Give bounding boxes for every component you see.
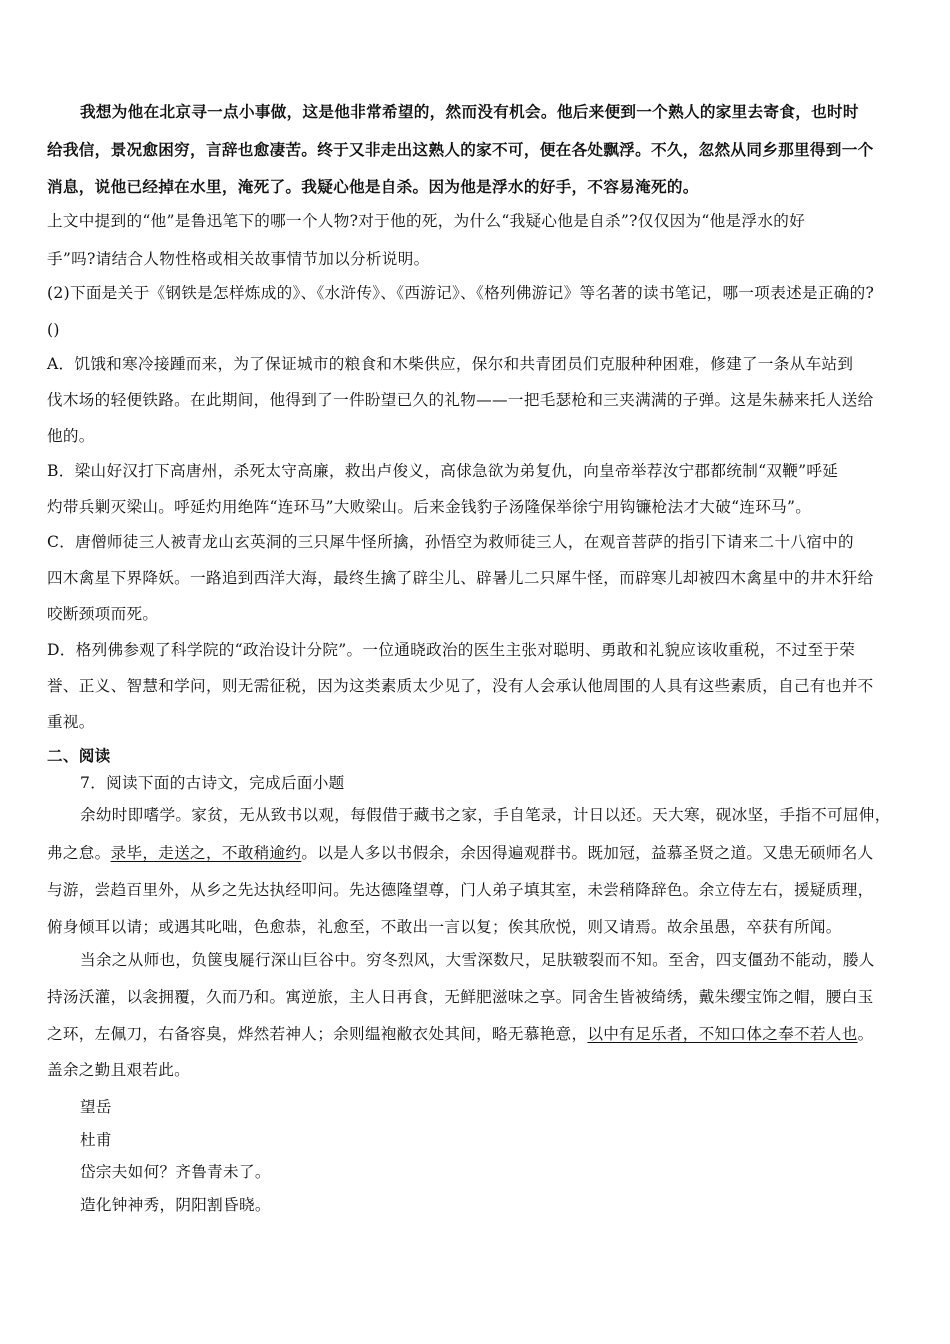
classical-text-line: 当余之从师也，负箧曳屣行深山巨谷中。穷冬烈风，大雪深数尺，足肤皲裂而不知。至舍，四支僵劲不能动，媵人 (80, 951, 875, 969)
section-heading: 二、阅读 (47, 746, 111, 765)
classical-text-line: 盖余之勤且艰若此。 (47, 1061, 191, 1079)
option-b-line: 灼带兵剿灭梁山。呼延灼用绝阵“连环马”大败梁山。后来金钱豹子汤隆保举徐宁用钩镰枪法才大破“连环马”。 (47, 498, 812, 516)
passage-line: 消息，说他已经掉在水里，淹死了。我疑心他是自杀。因为他是浮水的好手，不容易淹死的。 (47, 177, 699, 196)
option-d-line: D．格列佛参观了科学院的“政治设计分院”。一位通晓政治的医生主张对聪明、勇敢和礼貌应该收重税，不过至于荣 (47, 641, 856, 659)
option-a-line: 他的。 (47, 427, 95, 445)
text-segment: 。以是人多以书假余，余因得遍观群书。既加冠，益慕圣贤之道。又患无硕师名人 (301, 844, 874, 862)
underlined-sentence: 录毕，走送之，不敢稍逾约 (110, 844, 302, 862)
text-segment: 。 (857, 1025, 874, 1043)
question-line: () (47, 321, 60, 339)
poem-line: 造化钟神秀，阴阳割昏晓。 (80, 1196, 271, 1214)
option-a-line: A．饥饿和寒冷接踵而来，为了保证城市的粮食和木柴供应，保尔和共青团员们克服种种困难，修建了一条从车站到 (47, 355, 854, 373)
text-segment: 弗之怠。 (47, 844, 111, 862)
text-segment: 之环，左佩刀，右备容臭，烨然若神人；余则缊袍敝衣处其间，略无慕艳意， (47, 1025, 588, 1043)
poem-author: 杜甫 (80, 1131, 112, 1149)
classical-text-line: 俯身倾耳以请；或遇其叱咄，色愈恭，礼愈至，不敢出一言以复；俟其欣悦，则又请焉。故余虽愚，卒获有所闻。 (47, 918, 842, 936)
option-c-line: 四木禽星下界降妖。一路追到西洋大海，最终生擒了辟尘儿、辟暑儿二只犀牛怪，而辟寒儿却被四木禽星中的井木犴给 (47, 569, 874, 587)
poem-line: 岱宗夫如何？齐鲁青未了。 (80, 1163, 271, 1181)
question-line: (2)下面是关于《钢铁是怎样炼成的》、《水浒传》、《西游记》、《格列佛游记》等名著的读书笔记，哪一项表述是正确的? (47, 284, 875, 302)
poem-title: 望岳 (80, 1098, 112, 1116)
classical-text-line: 余幼时即嗜学。家贫，无从致书以观，每假借于藏书之家，手自笔录，计日以还。天大寒，砚冰坚，手指不可屈伸， (80, 806, 891, 824)
classical-text-line: 与游，尝趋百里外，从乡之先达执经叩问。先达德隆望尊，门人弟子填其室，未尝稍降辞色。余立侍左右，援疑质理， (47, 881, 874, 899)
option-b-line: B．梁山好汉打下高唐州，杀死太守高廉，救出卢俊义，高俅急欲为弟复仇，向皇帝举荐汝宁郡都统制“双鞭”呼延 (47, 462, 839, 480)
question-line: 上文中提到的“他”是鲁迅笔下的哪一个人物?对于他的死，为什么“我疑心他是自杀”?仅仅因为“他是浮水的好 (47, 212, 806, 230)
underlined-sentence: 以中有足乐者，不知口体之奉不若人也 (587, 1025, 858, 1043)
question-7: 7．阅读下面的古诗文，完成后面小题 (80, 774, 345, 792)
option-d-line: 重视。 (47, 713, 95, 731)
passage-line: 我想为他在北京寻一点小事做，这是他非常希望的，然而没有机会。他后来便到一个熟人的家里去寄食，也时时 (80, 102, 859, 121)
passage-line: 给我信，景况愈困穷，言辞也愈凄苦。终于又非走出这熟人的家不可，便在各处飘浮。不久，忽然从同乡那里得到一个 (47, 140, 874, 159)
classical-text-line: 持汤沃灌，以衾拥覆，久而乃和。寓逆旅，主人日再食，无鲜肥滋味之享。同舍生皆被绮绣，戴朱缨宝饰之帽，腰白玉 (47, 988, 874, 1006)
option-a-line: 伐木场的轻便铁路。在此期间，他得到了一件盼望已久的礼物——一把毛瑟枪和三夹满满的子弹。这是朱赫来托人送给 (47, 391, 874, 409)
option-d-line: 誉、正义、智慧和学问，则无需征税，因为这类素质太少见了，没有人会承认他周围的人具有这些素质，自己有也并不 (47, 677, 874, 695)
question-line: 手”吗?请结合人物性格或相关故事情节加以分析说明。 (47, 250, 430, 268)
classical-text-line (47, 843, 874, 863)
classical-text-line (47, 1024, 874, 1044)
option-c-line: 咬断颈项而死。 (47, 605, 159, 623)
option-c-line: C．唐僧师徒三人被青龙山玄英洞的三只犀牛怪所擒，孙悟空为救师徒三人，在观音菩萨的指引下请来二十八宿中的 (47, 533, 854, 551)
